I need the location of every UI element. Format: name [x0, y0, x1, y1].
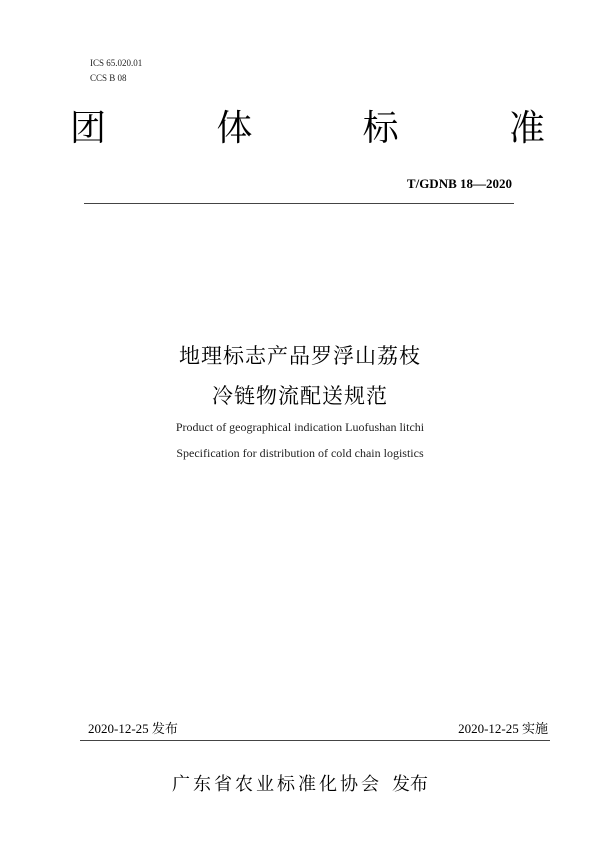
ccs-code: CCS B 08	[90, 73, 127, 83]
issue-date: 2020-12-25 发布	[88, 721, 178, 736]
title-cn-line1: 地理标志产品罗浮山荔枝	[179, 344, 421, 368]
publisher	[0, 770, 600, 796]
title-en-line2: Specification for distribution of cold chain logistics	[176, 446, 424, 460]
masthead-char: 准	[508, 108, 545, 149]
publisher-suffix: 发布	[392, 774, 428, 795]
standard-code: T/GDNB 18—2020	[406, 176, 512, 191]
masthead-char: 标	[362, 108, 399, 149]
title-cn-line2: 冷链物流配送规范	[212, 384, 388, 408]
implementation-date: 2020-12-25 实施	[458, 721, 548, 736]
ics-code: ICS 65.020.01	[90, 58, 143, 68]
publisher-organization: 广东省农业标准化协会	[172, 774, 382, 795]
masthead-char: 团	[70, 108, 107, 149]
title-en-line1: Product of geographical indication Luofushan litchi	[175, 420, 425, 434]
top-divider	[84, 203, 514, 204]
masthead	[70, 104, 545, 154]
masthead-char: 体	[216, 108, 253, 149]
bottom-divider	[80, 740, 550, 741]
